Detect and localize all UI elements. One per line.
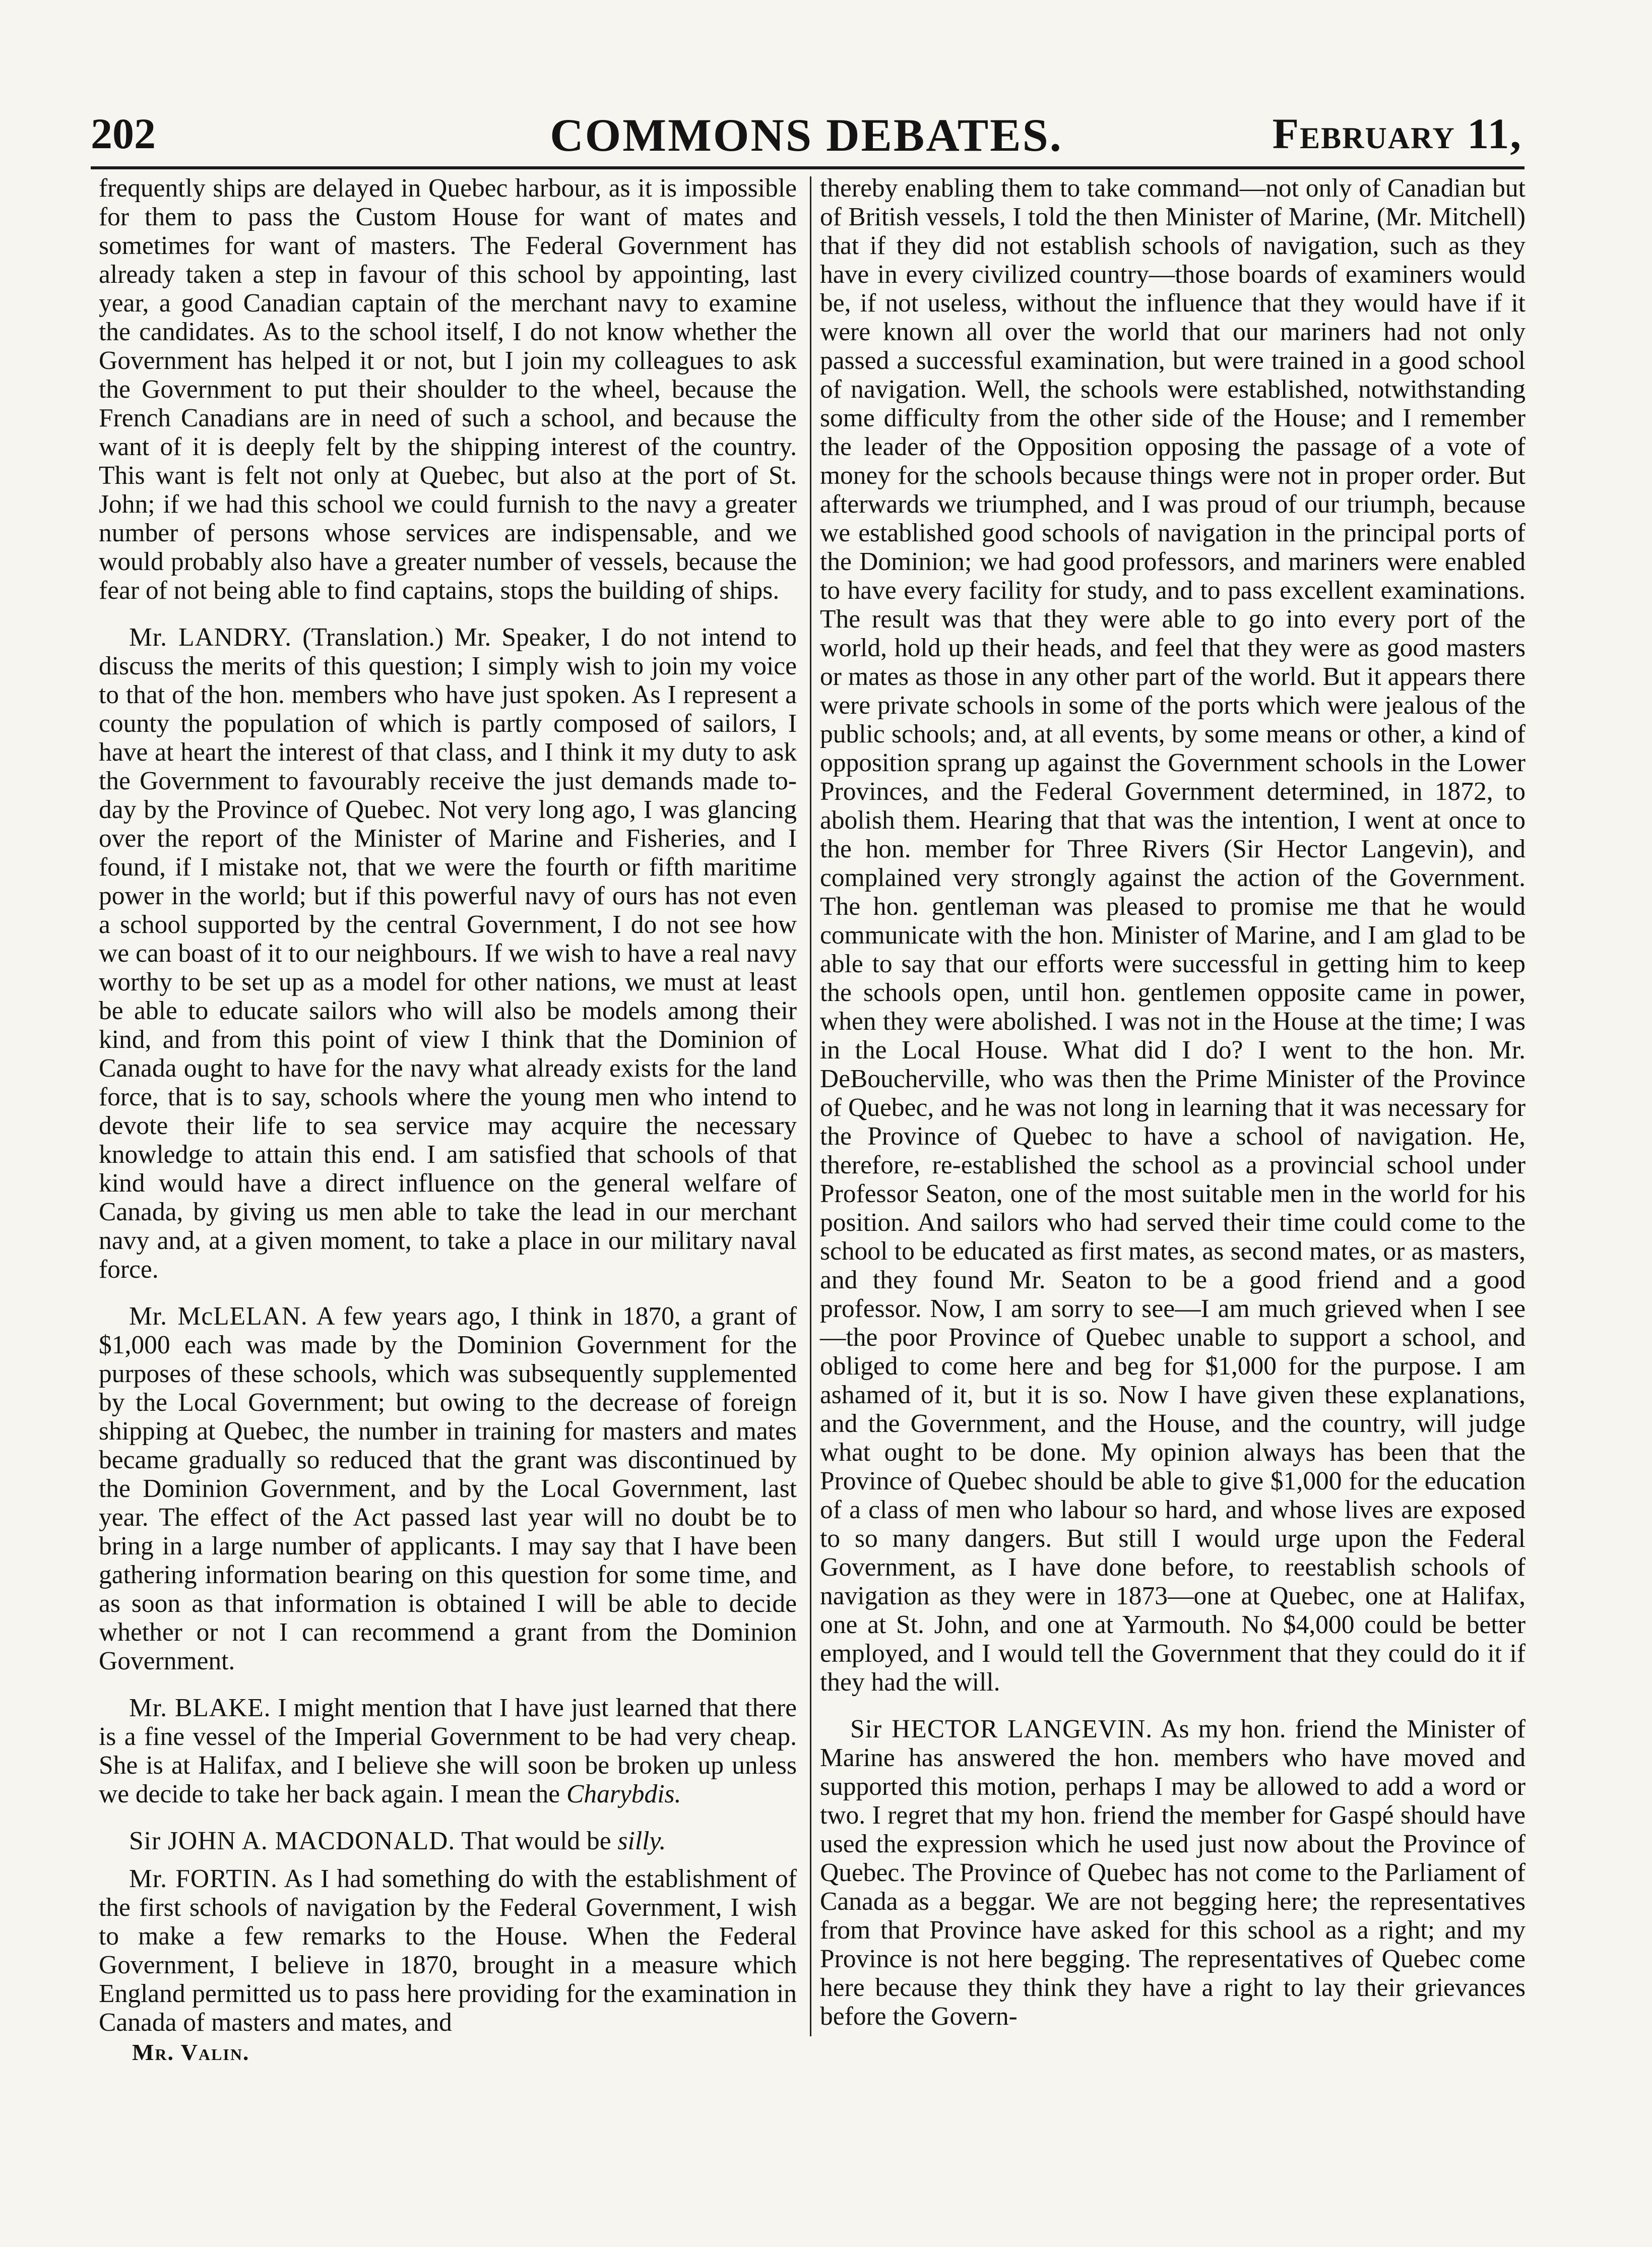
left-column (99, 174, 797, 2037)
paragraph-text: A few years ago, I think in 1870, a grant of $1,000 each was made by the Dominion Government for the purposes of these schools, which was subsequently supplemented by the Local Government; but owing to the decrease of foreign shipping at Quebec, the number in training for masters and mates became gradually so reduced that the grant was discontinued by the Dominion Government, and by the Local Government, last year. The effect of the Act passed last year will no doubt be to bring in a large number of applicants. I may say that I have been gathering information bearing on this question for some time, and as soon as that information is obtained I will be able to decide whether or not I can recommend a grant from the Dominion Government. (99, 1302, 797, 1675)
paragraph (99, 1827, 797, 1855)
speaker-name: Mr. FORTIN. (129, 1864, 278, 1893)
paragraph (820, 174, 1526, 1697)
paragraph (99, 623, 797, 1284)
paragraph-text: I might mention that I have just learned that there is a fine vessel of the Imperial Government to be had very cheap. She is at Halifax, and I believe she will soon be broken up unless we decide to take her back again. I mean the (99, 1694, 797, 1808)
speaker-name: Mr. BLAKE. (129, 1694, 271, 1722)
paragraph-text: thereby enabling them to take command—not only of Canadian but of British vessels, I told the then Minister of Marine, (Mr. Mitchell) that if they did not establish schools of navigation, such as they have in every civilized country—those boards of examiners would be, if not useless, without the influence that they would have if it were known all over the world that our mariners had not only passed a successful examination, but were trained in a good school of navigation. Well, the schools were established, notwithstanding some difficulty from the other side of the House; and I remember the leader of the Opposition opposing the passage of a vote of money for the schools because things were not in proper order. But afterwards we triumphed, and I was proud of our triumph, because we established good schools of navigation in the principal ports of the Dominion; we had good professors, and mariners were enabled to have every facility for study, and to pass excellent examinations. The result was that they were able to go into every port of the world, hold up their heads, and feel that they were as good masters or mates as those in any other part of the world. But it appears there were private schools in some of the ports which were jealous of the public schools; and, at all events, by some means or other, a kind of opposition sprang up against the Government schools in the Lower Provinces, and the Federal Government determined, in 1872, to abolish them. Hearing that that was the intention, I went at once to the hon. member for Three Rivers (Sir Hector Langevin), and complained very strongly against the action of the Government. The hon. gentleman was pleased to promise me that he would communicate with the hon. Minister of Marine, and I am glad to be able to say that our efforts were successful in getting him to keep the schools open, until hon. gentlemen opposite came in power, when they were abolished. I was not in the House at the time; I was in the Local House. What did I do? I went to the hon. Mr. DeBoucherville, who was then the Prime Minister of the Province of Quebec, and he was not long in learning that it was necessary for the Province of Quebec to have a school of navigation. He, therefore, re-established the school as a provincial school under Professor Seaton, one of the most suitable men in the world for his position. And sailors who had served their time could come to the school to be educated as first mates, as second mates, or as masters, and they found Mr. Seaton to be a good friend and a good professor. Now, I am sorry to see—I am much grieved when I see—the poor Province of Quebec unable to support a school, and obliged to come here and beg for $1,000 for the purpose. I am ashamed of it, but it is so. Now I have given these explanations, and the Government, and the House, and the country, will judge what ought to be done. My opinion always has been that the Province of Quebec should be able to give $1,000 for the education of a class of men who labour so hard, and whose lives are exposed to so many dangers. But still I would urge upon the Federal Government, as I have done before, to reestablish schools of navigation as they were in 1873—one at Quebec, one at Halifax, one at St. John, and one at Yarmouth. No $4,000 could be better employed, and I would tell the Government that they could do it if they had the will. (820, 174, 1526, 1697)
italic-word: silly. (617, 1827, 666, 1855)
right-column (820, 174, 1526, 2031)
speaker-name: Sir HECTOR LANGEVIN. (850, 1715, 1153, 1743)
paragraph-text: As my hon. friend the Minister of Marine has answered the hon. members who have moved and supported this motion, perhaps I may be allowed to add a word or two. I regret that my hon. friend the member for Gaspé should have used the expression which he used just now about the Province of Quebec. The Province of Quebec has not come to the Parliament of Canada as a beggar. We are not begging here; the representatives from that Province have asked for this school as a right; and my Province is not here begging. The representatives of Quebec come here because they think they have a right to lay their grievances before the Govern- (820, 1715, 1526, 2031)
header-date: February 11, (1272, 109, 1522, 158)
paragraph (820, 1715, 1526, 2031)
footer-signature: Mr. Valin. (132, 2039, 250, 2065)
paragraph-text: That would be (461, 1827, 611, 1855)
paragraph-text: frequently ships are delayed in Quebec harbour, as it is impossible for them to pass the Custom House for want of mates and sometimes for want of masters. The Federal Government has already taken a step in favour of this school by appointing, last year, a good Canadian captain of the merchant navy to examine the candidates. As to the school itself, I do not know whether the Government has helped it or not, but I join my colleagues to ask the Government to put their shoulder to the wheel, because the French Canadians are in need of such a school, and because the want of it is deeply felt by the shipping interest of the country. This want is felt not only at Quebec, but also at the port of St. John; if we had this school we could furnish to the navy a greater number of persons whose services are indispensable, and we would probably also have a greater number of vessels, because the fear of not being able to find captains, stops the building of ships. (99, 174, 797, 605)
vessel-name: Charybdis. (566, 1780, 681, 1808)
paragraph-text: (Translation.) Mr. Speaker, I do not intend to discuss the merits of this question; I simply wish to join my voice to that of the hon. members who have just spoken. As I represent a county the population of which is partly composed of sailors, I have at heart the interest of that class, and I think it my duty to ask the Government to favourably receive the just demands made to-day by the Province of Quebec. Not very long ago, I was glancing over the report of the Minister of Marine and Fisheries, and I found, if I mistake not, that we were the fourth or fifth maritime power in the world; but if this powerful navy of ours has not even a school supported by the central Government, I do not see how we can boast of it to our neighbours. If we wish to have a real navy worthy to be set up as a model for other nations, we must at least be able to educate sailors who will also be models among their kind, and from this point of view I think that the Dominion of Canada ought to have for the navy what already exists for the land force, that is to say, schools where the young men who intend to devote their life to sea service may acquire the necessary knowledge to attain this end. I am satisfied that schools of that kind would have a direct influence on the general welfare of Canada, by giving us men able to take the lead in our merchant navy and, at a given moment, to take a place in our military naval force. (99, 623, 797, 1284)
page-number: 202 (91, 109, 156, 158)
journal-title: COMMONS DEBATES. (550, 109, 1063, 161)
paragraph-text: As I had something do with the establishment of the first schools of navigation by the Federal Government, I wish to make a few remarks to the House. When the Federal Government, I believe in 1870, brought in a measure which England permitted us to pass here providing for the examination in Canada of masters and mates, and (99, 1864, 797, 2037)
column-divider (810, 176, 811, 2036)
header-rule (91, 166, 1524, 169)
speaker-name: Mr. McLELAN. (129, 1302, 308, 1331)
speaker-name: Mr. LANDRY. (129, 623, 292, 652)
speaker-name: Sir JOHN A. MACDONALD. (129, 1827, 456, 1855)
paragraph (99, 1302, 797, 1675)
paragraph (99, 1694, 797, 1808)
paragraph (99, 174, 797, 605)
paragraph (99, 1864, 797, 2037)
page-header (91, 108, 1522, 169)
